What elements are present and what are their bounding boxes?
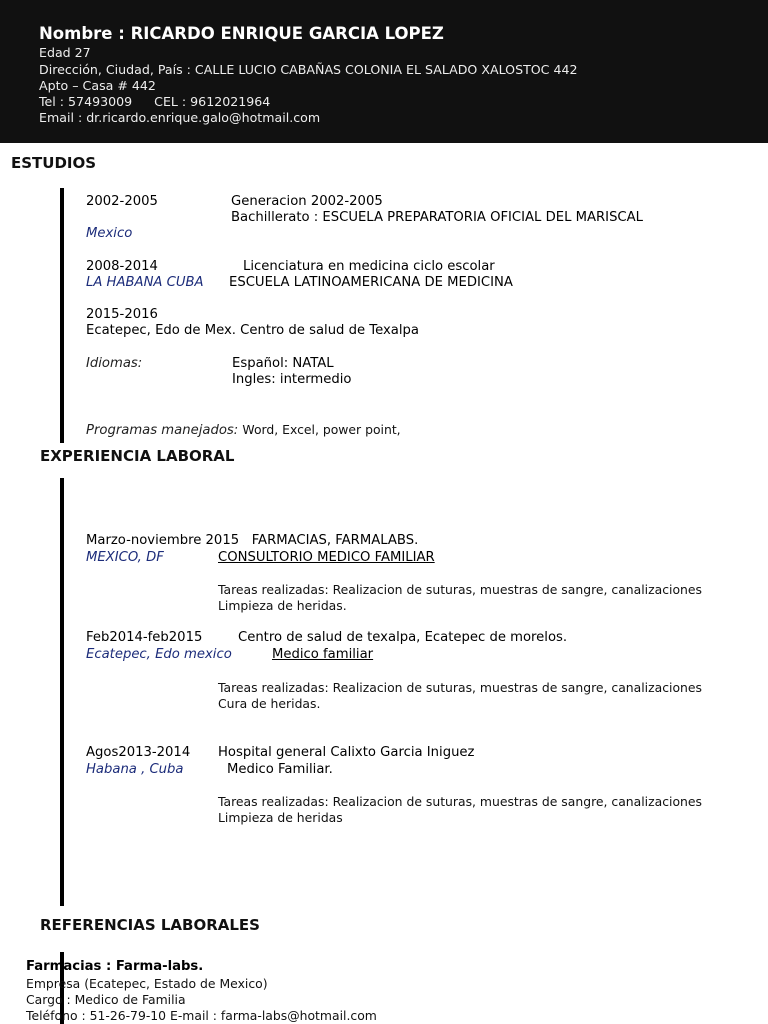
estudios-years-3: 2015-2016: [86, 307, 158, 322]
estudios-line2-2: ESCUELA LATINOAMERICANA DE MEDICINA: [229, 275, 513, 290]
languages-label: Idiomas:: [86, 356, 143, 371]
section-heading-estudios: ESTUDIOS: [11, 154, 97, 172]
reference-contact: Teléfono : 51-26-79-10 E-mail : farma-labs@hotmail.com: [26, 1008, 377, 1023]
estudios-line1-2: Licenciatura en medicina ciclo escolar: [243, 259, 495, 274]
job-3-tasks: Tareas realizadas: Realizacion de suturas, muestras de sangre, canalizaciones: [218, 794, 702, 809]
estudios-years-1: 2002-2005: [86, 194, 158, 209]
programs-line: [86, 422, 401, 438]
job-1-tasks-2: Limpieza de heridas.: [218, 598, 347, 613]
header-banner: [0, 0, 768, 143]
apartment: Apto – Casa # 442: [39, 78, 156, 93]
telephone: Tel : 57493009: [39, 94, 133, 109]
language-spanish: Español: NATAL: [232, 356, 334, 371]
estudios-years-2: 2008-2014: [86, 259, 158, 274]
job-3-company: Hospital general Calixto Garcia Iniguez: [218, 745, 475, 760]
estudios-timeline-bar: [60, 188, 64, 443]
programs-label: Programas manejados:: [86, 423, 239, 438]
job-3-tasks-2: Limpieza de heridas: [218, 810, 343, 825]
programs-list: Word, Excel, power point,: [242, 422, 401, 437]
estudios-line1-3: Ecatepec, Edo de Mex. Centro de salud de Texalpa: [86, 323, 419, 338]
job-2-tasks-2: Cura de heridas.: [218, 696, 321, 711]
phone-line: [39, 94, 270, 109]
language-english: Ingles: intermedio: [232, 372, 352, 387]
reference-company: Farmacias : Farma-labs.: [26, 959, 204, 974]
full-name: Nombre : RICARDO ENRIQUE GARCIA LOPEZ: [39, 24, 444, 43]
job-3-place: Habana , Cuba: [86, 762, 184, 777]
estudios-line2-1: Bachillerato : ESCUELA PREPARATORIA OFICIAL DEL MARISCAL: [231, 210, 644, 225]
cellphone: CEL : 9612021964: [154, 94, 271, 109]
job-3-period: Agos2013-2014: [86, 745, 191, 760]
estudios-place-1: Mexico: [86, 226, 133, 241]
reference-empresa: Empresa (Ecatepec, Estado de Mexico): [26, 976, 268, 991]
job-2-period: Feb2014-feb2015: [86, 630, 203, 645]
job-2-tasks: Tareas realizadas: Realizacion de suturas, muestras de sangre, canalizaciones: [218, 680, 702, 695]
job-1-role: CONSULTORIO MEDICO FAMILIAR: [218, 550, 435, 565]
job-1-period: Marzo-noviembre 2015: [86, 533, 240, 548]
experiencia-timeline-bar: [60, 478, 64, 906]
job-2-place: Ecatepec, Edo mexico: [86, 647, 232, 662]
reference-cargo: Cargo : Medico de Familia: [26, 992, 186, 1007]
job-2-role: Medico familiar: [272, 647, 374, 662]
estudios-line1-1: Generacion 2002-2005: [231, 194, 383, 209]
job-1-tasks: Tareas realizadas: Realizacion de suturas, muestras de sangre, canalizaciones: [218, 582, 702, 597]
section-heading-referencias: REFERENCIAS LABORALES: [40, 916, 260, 934]
address: Dirección, Ciudad, País : CALLE LUCIO CABAÑAS COLONIA EL SALADO XALOSTOC 442: [39, 62, 578, 77]
estudios-place-2: LA HABANA CUBA: [86, 275, 204, 290]
email: Email : dr.ricardo.enrique.galo@hotmail.com: [39, 110, 321, 125]
job-1-place: MEXICO, DF: [86, 550, 164, 565]
job-1-company: FARMACIAS, FARMALABS.: [251, 533, 419, 548]
section-heading-experiencia: EXPERIENCIA LABORAL: [40, 447, 235, 465]
age: Edad 27: [39, 45, 91, 60]
job-3-role: Medico Familiar.: [227, 762, 333, 777]
job-1-header: [86, 533, 418, 548]
job-2-company: Centro de salud de texalpa, Ecatepec de morelos.: [238, 630, 568, 645]
